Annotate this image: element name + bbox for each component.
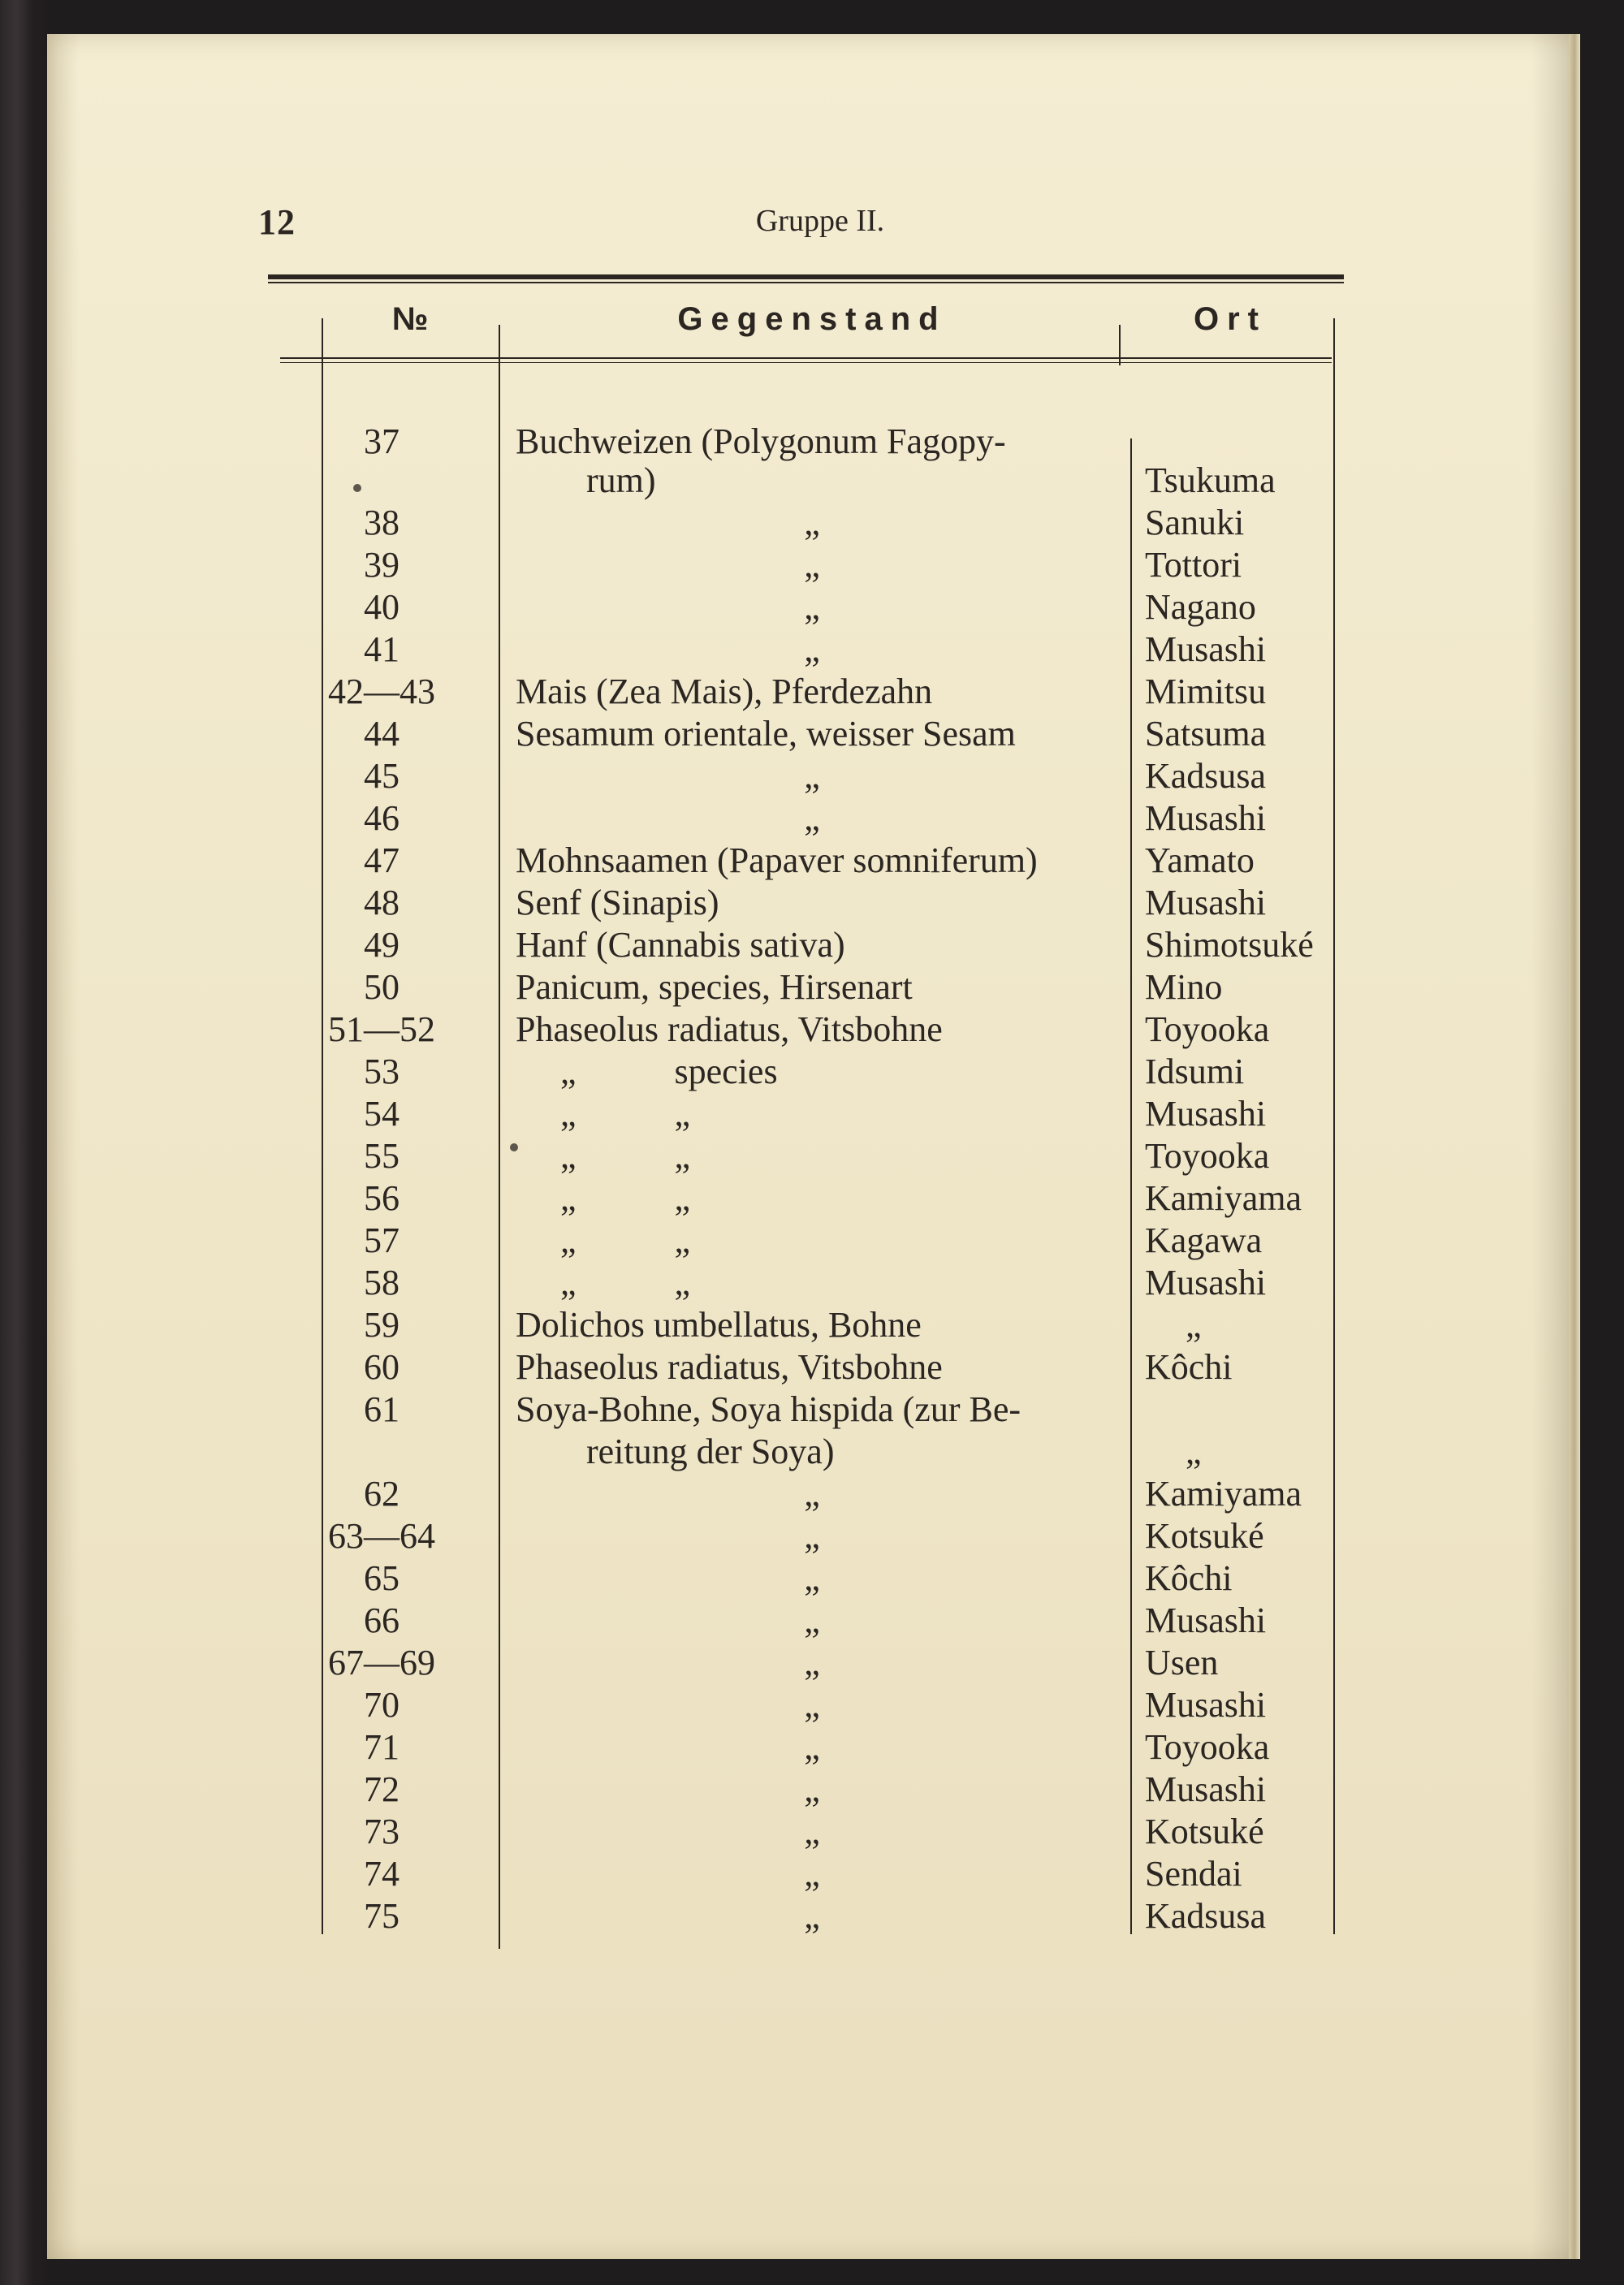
table-row — [0, 1262, 1624, 1304]
row-item: „ — [804, 1896, 820, 1936]
running-head: Gruppe II. — [755, 204, 885, 238]
row-item: Senf (Sinapis) — [516, 883, 719, 922]
table-top-rule-thin — [268, 282, 1344, 283]
table-row — [0, 586, 1624, 628]
row-number: 41 — [364, 629, 400, 669]
row-place: Kamiyama — [1145, 1474, 1302, 1514]
header-place: Ort — [1194, 301, 1267, 337]
row-place: Toyooka — [1145, 1009, 1270, 1049]
table-row — [0, 460, 1624, 502]
ink-speck — [510, 1143, 518, 1151]
row-number: 51—52 — [328, 1009, 435, 1049]
table-row — [0, 1726, 1624, 1769]
row-place: Shimotsuké — [1145, 925, 1314, 965]
row-item: Hanf (Cannabis sativa) — [516, 925, 845, 965]
row-number: 56 — [364, 1178, 400, 1218]
row-number: 61 — [364, 1389, 400, 1429]
table-row — [0, 924, 1624, 966]
row-item: „ species — [560, 1052, 778, 1091]
row-place: Kamiyama — [1145, 1178, 1302, 1218]
table-row — [0, 1600, 1624, 1642]
row-number: 37 — [364, 421, 400, 461]
row-number: 42—43 — [328, 672, 435, 711]
row-item: „ „ — [560, 1263, 691, 1302]
row-item: Sesamum orientale, weisser Sesam — [516, 714, 1016, 754]
table-row — [0, 1346, 1624, 1389]
table-row — [0, 1515, 1624, 1557]
row-place: Sanuki — [1145, 503, 1245, 542]
row-number: 53 — [364, 1052, 400, 1091]
row-place: Usen — [1145, 1643, 1219, 1682]
row-place: Sendai — [1145, 1854, 1242, 1894]
row-place: Musashi — [1145, 1263, 1267, 1302]
row-number: 47 — [364, 840, 400, 880]
row-place: Kôchi — [1145, 1558, 1233, 1598]
row-item: reitung der Soya) — [586, 1432, 835, 1471]
row-place: Musashi — [1145, 798, 1267, 838]
table-row — [0, 1220, 1624, 1262]
row-item: rum) — [586, 460, 656, 500]
table-row — [0, 502, 1624, 544]
row-item: „ — [804, 1643, 820, 1682]
row-place: Idsumi — [1145, 1052, 1245, 1091]
row-place: Musashi — [1145, 1600, 1267, 1640]
table-row — [0, 755, 1624, 797]
row-item: Soya-Bohne, Soya hispida (zur Be- — [516, 1389, 1021, 1429]
row-number: 65 — [364, 1558, 400, 1598]
row-number: 39 — [364, 545, 400, 585]
row-item: „ — [804, 629, 820, 669]
table-row — [0, 544, 1624, 586]
table-row — [0, 1769, 1624, 1811]
row-place: Kadsusa — [1145, 1896, 1267, 1936]
row-place: Toyooka — [1145, 1136, 1270, 1176]
row-item: Dolichos umbellatus, Bohne — [516, 1305, 922, 1345]
row-number: 40 — [364, 587, 400, 627]
table-row — [0, 1642, 1624, 1684]
row-item: „ „ — [560, 1178, 691, 1218]
table-row — [0, 713, 1624, 755]
row-item: „ — [804, 798, 820, 838]
row-number: 38 — [364, 503, 400, 542]
row-number: 54 — [364, 1094, 400, 1134]
row-item: Panicum, species, Hirsenart — [516, 967, 913, 1007]
row-number: 63—64 — [328, 1516, 435, 1556]
row-place: Mino — [1145, 967, 1223, 1007]
table-top-rule — [268, 274, 1344, 279]
row-item: „ — [804, 503, 820, 542]
row-item: Mais (Zea Mais), Pferdezahn — [516, 672, 933, 711]
row-place: Yamato — [1145, 840, 1255, 880]
header-item: Gegenstand — [677, 301, 947, 337]
page-number: 12 — [258, 202, 296, 242]
row-item: „ „ — [560, 1094, 691, 1134]
row-place: „ — [1186, 1305, 1202, 1345]
row-number: 57 — [364, 1220, 400, 1260]
table-row — [0, 1684, 1624, 1726]
table-row — [0, 1009, 1624, 1051]
row-number: 74 — [364, 1854, 400, 1894]
ink-speck — [353, 484, 361, 492]
row-item: „ — [804, 1516, 820, 1556]
table-row — [0, 1304, 1624, 1346]
row-item: „ — [804, 1727, 820, 1767]
row-number: 70 — [364, 1685, 400, 1725]
row-place: Musashi — [1145, 629, 1267, 669]
row-item: „ — [804, 1474, 820, 1514]
row-number: 55 — [364, 1136, 400, 1176]
row-place: Toyooka — [1145, 1727, 1270, 1767]
table-row — [0, 421, 1624, 463]
row-place: Kotsuké — [1145, 1812, 1264, 1851]
row-number: 72 — [364, 1769, 400, 1809]
header-rule — [280, 357, 1332, 359]
row-item: „ — [804, 545, 820, 585]
row-place: Kagawa — [1145, 1220, 1263, 1260]
row-number: 46 — [364, 798, 400, 838]
row-place: Musashi — [1145, 1769, 1267, 1809]
header-rule-thin — [280, 362, 1332, 363]
row-item: „ — [804, 587, 820, 627]
header-no: № — [391, 301, 429, 337]
table-row — [0, 671, 1624, 713]
row-number: 49 — [364, 925, 400, 965]
row-number: 67—69 — [328, 1643, 435, 1682]
table-row — [0, 1895, 1624, 1937]
table-row — [0, 840, 1624, 882]
row-place: „ — [1186, 1432, 1202, 1471]
table-row — [0, 1811, 1624, 1853]
row-place: Tottori — [1145, 545, 1242, 585]
row-item: Buchweizen (Polygonum Fagopy- — [516, 421, 1006, 461]
row-item: Phaseolus radiatus, Vitsbohne — [516, 1009, 943, 1049]
row-number: 50 — [364, 967, 400, 1007]
row-place: Musashi — [1145, 1685, 1267, 1725]
row-item: „ — [804, 1558, 820, 1598]
row-number: 44 — [364, 714, 400, 754]
row-number: 60 — [364, 1347, 400, 1387]
table-row — [0, 1473, 1624, 1515]
row-number: 66 — [364, 1600, 400, 1640]
table-row — [0, 1389, 1624, 1431]
row-place: Kotsuké — [1145, 1516, 1264, 1556]
table-row — [0, 1135, 1624, 1177]
row-number: 75 — [364, 1896, 400, 1936]
row-number: 59 — [364, 1305, 400, 1345]
row-place: Musashi — [1145, 1094, 1267, 1134]
row-item: „ „ — [560, 1220, 691, 1260]
row-number: 71 — [364, 1727, 400, 1767]
row-item: „ — [804, 1769, 820, 1809]
table-row — [0, 882, 1624, 924]
row-place: Satsuma — [1145, 714, 1267, 754]
row-number: 62 — [364, 1474, 400, 1514]
table-row — [0, 797, 1624, 840]
table-row — [0, 1431, 1624, 1473]
row-item: „ — [804, 756, 820, 796]
row-place: Kôchi — [1145, 1347, 1233, 1387]
row-place: Nagano — [1145, 587, 1256, 627]
row-place: Mimitsu — [1145, 672, 1267, 711]
row-item: „ „ — [560, 1136, 691, 1176]
table-row — [0, 1093, 1624, 1135]
row-place: Musashi — [1145, 883, 1267, 922]
row-item: „ — [804, 1812, 820, 1851]
row-place: Tsukuma — [1145, 460, 1276, 500]
row-item: „ — [804, 1600, 820, 1640]
table-row — [0, 1177, 1624, 1220]
row-number: 45 — [364, 756, 400, 796]
row-number: 58 — [364, 1263, 400, 1302]
table-row — [0, 1051, 1624, 1093]
row-item: „ — [804, 1685, 820, 1725]
row-place: Kadsusa — [1145, 756, 1267, 796]
row-number: 73 — [364, 1812, 400, 1851]
table-row — [0, 966, 1624, 1009]
table-row — [0, 1853, 1624, 1895]
table-row — [0, 628, 1624, 671]
row-number: 48 — [364, 883, 400, 922]
row-item: Phaseolus radiatus, Vitsbohne — [516, 1347, 943, 1387]
row-item: „ — [804, 1854, 820, 1894]
table-row — [0, 1557, 1624, 1600]
row-item: Mohnsaamen (Papaver somniferum) — [516, 840, 1038, 880]
